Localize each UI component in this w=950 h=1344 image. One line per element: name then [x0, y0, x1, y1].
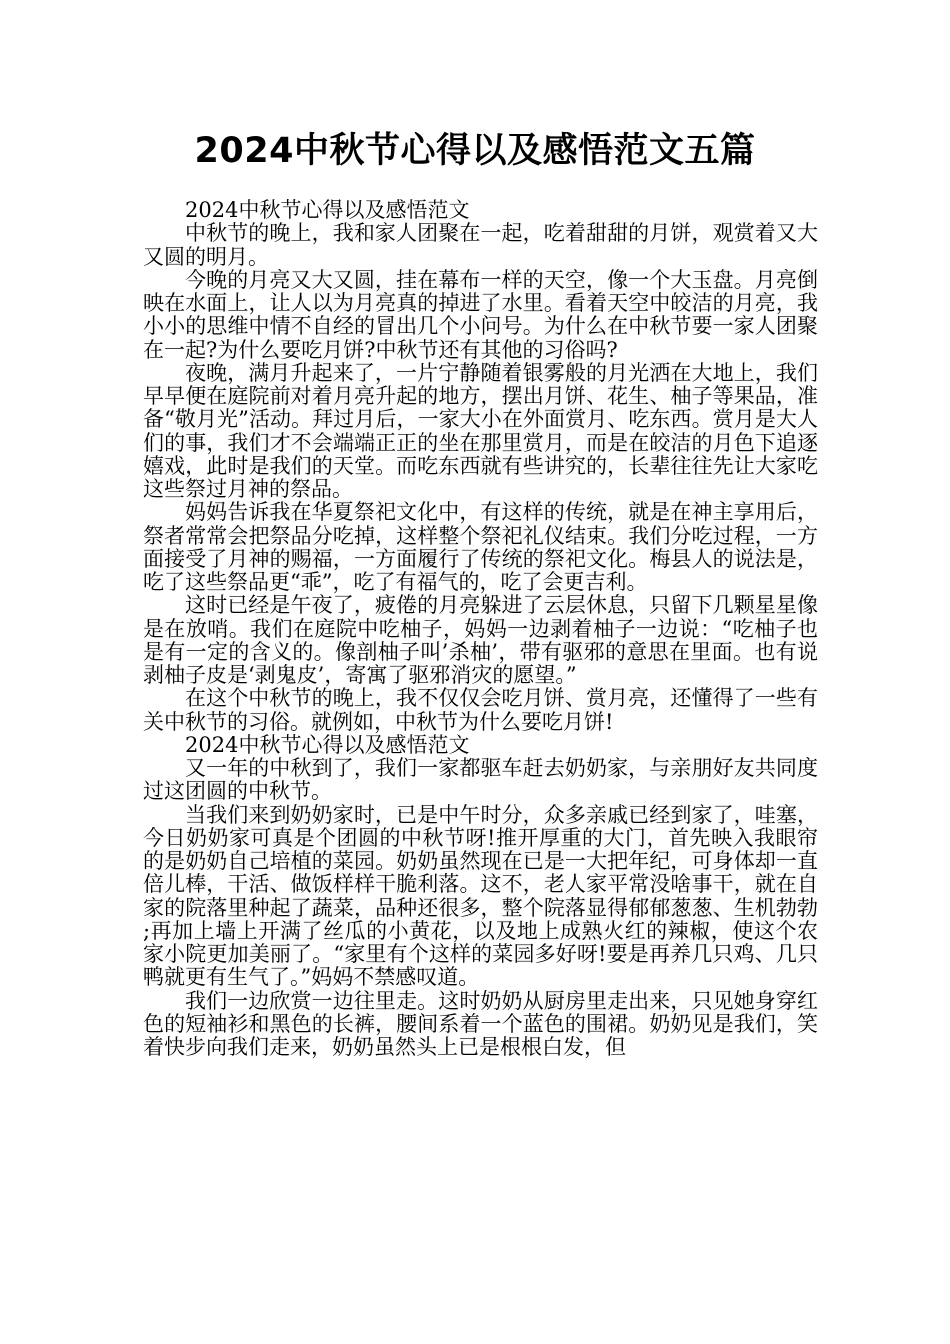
- paragraph: 夜晚，满月升起来了，一片宁静随着银雾般的月光洒在大地上，我们早早便在庭院前对着月亮升起的地方，摆出月饼、花生、柚子等果品，准备“敬月光”活动。拜过月后，一家大小在外面赏月、吃东西。赏月是大人们的事，我们才不会端端正正的坐在那里赏月，而是在皎洁的月色下追逐嬉戏，此时是我们的天堂。而吃东西就有些讲究的，长辈往往先让大家吃这些祭过月神的祭品。: [143, 360, 818, 501]
- paragraph: 又一年的中秋到了，我们一家都驱车赶去奶奶家，与亲朋好友共同度过这团圆的中秋节。: [143, 756, 818, 804]
- paragraph: 这时已经是午夜了，疲倦的月亮躲进了云层休息，只留下几颗星星像是在放哨。我们在庭院中吃柚子，妈妈一边剥着柚子一边说：“吃柚子也是有一定的含义的。像剖柚子叫’杀柚’，带有驱邪的意思在里面。也有说剥柚子皮是‘剥鬼皮’，寄寓了驱邪消灾的愿望。”: [143, 593, 818, 687]
- document-body: [143, 199, 818, 1059]
- subheading-2: 2024中秋节心得以及感悟范文: [185, 732, 470, 757]
- subheading-1: 2024中秋节心得以及感悟范文: [185, 198, 470, 222]
- paragraph: 中秋节的晚上，我和家人团聚在一起，吃着甜甜的月饼，观赏着又大又圆的明月。: [143, 221, 818, 269]
- paragraph: 妈妈告诉我在华夏祭祀文化中，有这样的传统，就是在神主享用后，祭者常常会把祭品分吃掉，这样整个祭祀礼仪结束。我们分吃过程，一方面接受了月神的赐福，一方面履行了传统的祭祀文化。梅县人的说法是，吃了这些祭品更“乖”，吃了有福气的，吃了会更吉利。: [143, 500, 818, 594]
- paragraph: 在这个中秋节的晚上，我不仅仅会吃月饼、赏月亮，还懂得了一些有关中秋节的习俗。就例如，中秋节为什么要吃月饼!: [143, 686, 818, 734]
- paragraph: 我们一边欣赏一边往里走。这时奶奶从厨房里走出来，只见她身穿红色的短袖衫和黑色的长裤，腰间系着一个蓝色的围裙。奶奶见是我们，笑着快步向我们走来，奶奶虽然头上已是根根白发，但: [143, 988, 818, 1059]
- paragraph: 当我们来到奶奶家时，已是中午时分，众多亲戚已经到家了，哇塞，今日奶奶家可真是个团圆的中秋节呀!推开厚重的大门，首先映入我眼帘的是奶奶自己培植的菜园。奶奶虽然现在已是一大把年纪，可身体却一直倍儿棒，干活、做饭样样干脆利落。这不，老人家平常没啥事干，就在自家的院落里种起了蔬菜，品种还很多，整个院落显得郁郁葱葱、生机勃勃;再加上墙上开满了丝瓜的小黄花，以及地上成熟火红的辣椒，使这个农家小院更加美丽了。“家里有个这样的菜园多好呀!要是再养几只鸡、几只鸭就更有生气了。”妈妈不禁感叹道。: [143, 802, 818, 990]
- document-title: 2024中秋节心得以及感悟范文五篇: [194, 131, 756, 171]
- paragraph: 今晚的月亮又大又圆，挂在幕布一样的天空，像一个大玉盘。月亮倒映在水面上，让人以为月亮真的掉进了水里。看着天空中皎洁的月亮，我小小的思维中情不自经的冒出几个小问号。为什么在中秋节要一家人团聚在一起?为什么要吃月饼?中秋节还有其他的习俗吗?: [143, 267, 818, 362]
